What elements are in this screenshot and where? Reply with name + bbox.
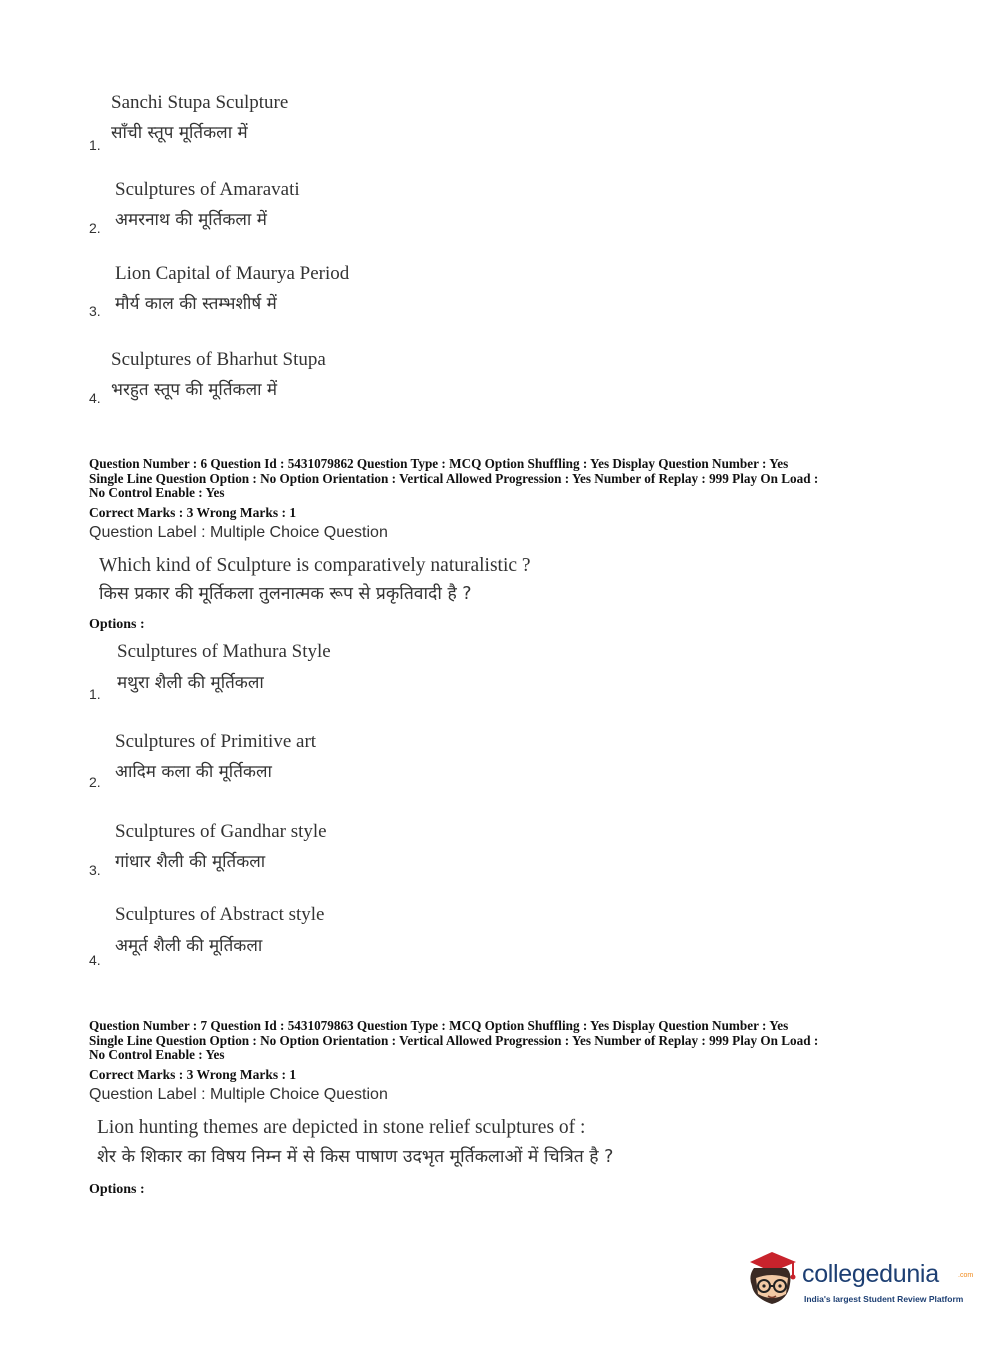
q7-metadata xyxy=(89,1019,919,1063)
option-number: 3. xyxy=(89,862,101,878)
metadata-line: Single Line Question Option : No Option Orientation : Vertical Allowed Progression : Yes Number of Replay : 999 Play On Load : xyxy=(89,1032,819,1048)
q6-marks: Correct Marks : 3 Wrong Marks : 1 xyxy=(89,505,297,520)
option-number: 1. xyxy=(89,137,101,153)
logo-domain: .com xyxy=(958,1272,974,1279)
q7-options-label: Options : xyxy=(89,1182,145,1197)
option-text-en: Sculptures of Amaravati xyxy=(115,179,300,200)
option-text-hi: मौर्य काल की स्तम्भशीर्ष में xyxy=(115,294,277,314)
q6-metadata xyxy=(89,457,919,501)
option-text-hi: मथुरा शैली की मूर्तिकला xyxy=(117,673,264,693)
option-text-hi: गांधार शैली की मूर्तिकला xyxy=(115,852,266,872)
option-text-en: Lion Capital of Maurya Period xyxy=(115,263,350,284)
q6-options-label: Options : xyxy=(89,617,145,632)
logo-wordmark: collegedunia xyxy=(802,1260,939,1288)
q7-question-label: Question Label : Multiple Choice Question xyxy=(89,1086,388,1103)
option-text-hi: अमरनाथ की मूर्तिकला में xyxy=(115,210,267,230)
q7-question-text-en: Lion hunting themes are depicted in stone relief sculptures of : xyxy=(97,1117,586,1138)
option-text-en: Sanchi Stupa Sculpture xyxy=(111,92,289,113)
option-number: 1. xyxy=(89,686,101,702)
option-text-hi: भरहुत स्तूप की मूर्तिकला में xyxy=(111,380,278,400)
q6-question-label: Question Label : Multiple Choice Question xyxy=(89,524,388,541)
option-number: 4. xyxy=(89,390,101,406)
option-number: 4. xyxy=(89,952,101,968)
collegedunia-logo xyxy=(742,1250,972,1310)
option-text-en: Sculptures of Primitive art xyxy=(115,731,317,752)
q6-question-text-en: Which kind of Sculpture is comparatively naturalistic ? xyxy=(99,555,531,576)
metadata-line: Question Number : 7 Question Id : 5431079863 Question Type : MCQ Option Shuffling : Yes Display Question Number : Yes xyxy=(89,1018,789,1033)
option-number: 3. xyxy=(89,303,101,319)
option-text-hi: साँची स्तूप मूर्तिकला में xyxy=(111,123,248,143)
mascot-icon xyxy=(742,1250,800,1310)
option-text-hi: आदिम कला की मूर्तिकला xyxy=(115,762,272,782)
option-text-en: Sculptures of Gandhar style xyxy=(115,821,327,842)
metadata-line: Single Line Question Option : No Option Orientation : Vertical Allowed Progression : Yes Number of Replay : 999 Play On Load : xyxy=(89,470,819,486)
option-number: 2. xyxy=(89,774,101,790)
metadata-line: No Control Enable : Yes xyxy=(89,1047,225,1063)
option-number: 2. xyxy=(89,220,101,236)
metadata-line: Question Number : 6 Question Id : 5431079862 Question Type : MCQ Option Shuffling : Yes Display Question Number : Yes xyxy=(89,456,789,471)
option-text-en: Sculptures of Bharhut Stupa xyxy=(111,349,326,370)
option-text-hi: अमूर्त शैली की मूर्तिकला xyxy=(115,936,263,956)
option-text-en: Sculptures of Mathura Style xyxy=(117,641,331,662)
q7-marks: Correct Marks : 3 Wrong Marks : 1 xyxy=(89,1067,297,1082)
q6-question-text-hi: किस प्रकार की मूर्तिकला तुलनात्मक रूप से प्रकृतिवादी है ? xyxy=(99,584,472,604)
q7-question-text-hi: शेर के शिकार का विषय निम्न में से किस पाषाण उदभृत मूर्तिकलाओं में चित्रित है ? xyxy=(97,1147,614,1167)
metadata-line: No Control Enable : Yes xyxy=(89,485,225,501)
option-text-en: Sculptures of Abstract style xyxy=(115,904,325,925)
logo-tagline: India's largest Student Review Platform xyxy=(804,1294,964,1304)
